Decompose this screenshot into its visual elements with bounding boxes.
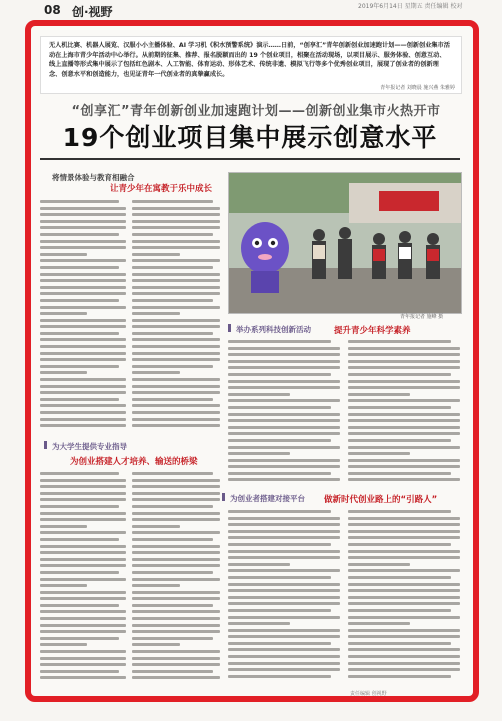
body-text-line xyxy=(228,675,331,678)
body-text-line xyxy=(228,510,331,513)
body-text-line xyxy=(132,259,220,262)
body-text-line xyxy=(348,366,460,369)
body-text-line xyxy=(40,591,126,594)
section2-marker xyxy=(228,324,231,332)
text-column-4 xyxy=(348,340,460,486)
body-text-line xyxy=(40,352,126,355)
body-text-line xyxy=(228,459,340,462)
body-text-line xyxy=(228,353,340,356)
body-text-line xyxy=(132,345,220,348)
body-text-line xyxy=(132,650,220,653)
body-text-line xyxy=(40,253,87,256)
body-text-line xyxy=(40,299,119,302)
body-text-line xyxy=(228,380,340,383)
body-text-line xyxy=(348,452,410,455)
body-text-line xyxy=(40,492,126,495)
body-text-line xyxy=(132,551,220,554)
body-text-line xyxy=(348,662,460,665)
section3-title: 为创业搭建人才培养、输送的桥梁 xyxy=(70,457,198,467)
body-text-line xyxy=(40,676,126,679)
body-text-line xyxy=(132,233,213,236)
body-text-line xyxy=(40,637,119,640)
body-text-line xyxy=(132,213,220,216)
body-text-line xyxy=(228,432,340,435)
body-text-line xyxy=(40,578,126,581)
intro-box xyxy=(40,36,462,94)
body-text-line xyxy=(348,556,460,559)
body-text-line xyxy=(40,479,126,482)
body-text-line xyxy=(40,404,126,407)
body-text-line xyxy=(132,385,220,388)
body-text-line xyxy=(132,338,220,341)
body-text-line xyxy=(228,609,331,612)
body-text-line xyxy=(40,512,126,515)
body-text-line xyxy=(132,292,220,295)
body-text-line xyxy=(40,545,126,548)
body-text-line xyxy=(40,617,126,620)
body-text-line xyxy=(228,426,340,429)
body-text-line xyxy=(348,426,460,429)
body-text-line xyxy=(132,637,213,640)
body-text-line xyxy=(132,492,220,495)
intro-text: 无人机比赛、机器人展览、汉服小小主播体验、AI 学习机《积水预警系统》演示……日前，“创享汇”青年创新创业加速跑计划——创新创业集市活动在上海市青少年活动中心举行。从前期的征集、推荐、报名脱颖而出的 19 个创业项目，相聚在活动现场，以项目展示、服务体验、创意互动、线上直播等形式集中展示了包括红色剧本、人工智能、体育运动、形体艺术、传统非遗、模拟飞行等多个优秀创业项目，展现了创业者的创新理念、创意水平和创造能力，也见证青年一代创业者的真挚赢成长。 xyxy=(49,42,450,78)
body-text-line xyxy=(40,498,126,501)
body-text-line xyxy=(132,306,220,309)
body-text-line xyxy=(40,273,126,276)
body-text-line xyxy=(348,406,451,409)
body-text-line xyxy=(348,380,460,383)
body-text-line xyxy=(40,518,126,521)
body-text-line xyxy=(40,378,126,381)
body-text-line xyxy=(132,207,220,210)
body-text-line xyxy=(40,472,119,475)
body-text-line xyxy=(132,253,180,256)
body-text-line xyxy=(348,648,460,651)
body-text-line xyxy=(132,571,213,574)
section2-kicker: 举办系列科技创新活动 xyxy=(236,325,311,334)
body-text-line xyxy=(348,472,451,475)
body-text-line xyxy=(228,419,340,422)
text-column-5 xyxy=(40,472,126,684)
body-text-line xyxy=(132,525,180,528)
body-text-line xyxy=(348,432,460,435)
body-text-line xyxy=(228,556,340,559)
body-text-line xyxy=(348,616,460,619)
body-text-line xyxy=(348,347,460,350)
body-text-line xyxy=(348,569,460,572)
body-text-line xyxy=(40,266,119,269)
body-text-line xyxy=(40,306,126,309)
body-text-line xyxy=(228,536,340,539)
body-text-line xyxy=(228,373,331,376)
body-text-line xyxy=(228,530,340,533)
body-text-line xyxy=(132,312,180,315)
body-text-line xyxy=(40,610,126,613)
body-text-line xyxy=(132,246,220,249)
body-text-line xyxy=(40,551,126,554)
body-text-line xyxy=(228,583,340,586)
section4-kicker: 为创业者搭建对接平台 xyxy=(230,494,305,503)
body-text-line xyxy=(348,478,460,481)
body-text-line xyxy=(132,472,213,475)
body-text-line xyxy=(228,629,340,632)
body-text-line xyxy=(228,668,340,671)
section-title: 创·视野 xyxy=(72,5,113,19)
body-text-line xyxy=(40,398,119,401)
body-text-line xyxy=(228,386,340,389)
body-text-line xyxy=(348,602,460,605)
body-text-line xyxy=(40,226,126,229)
body-text-line xyxy=(228,589,340,592)
body-text-line xyxy=(132,286,220,289)
body-text-line xyxy=(40,624,126,627)
body-text-line xyxy=(228,406,331,409)
body-text-line xyxy=(348,655,460,658)
body-text-line xyxy=(228,439,331,442)
body-text-line xyxy=(40,312,87,315)
body-text-line xyxy=(228,602,340,605)
section4-title: 做新时代创业路上的“引路人” xyxy=(324,495,438,505)
headline-rule xyxy=(40,158,460,160)
body-text-line xyxy=(228,596,340,599)
body-text-line xyxy=(228,622,290,625)
body-text-line xyxy=(132,266,213,269)
date-info: 2019年6月14日 星期五 责任编辑 校对 xyxy=(358,3,463,10)
page-number: 08 xyxy=(44,3,61,17)
body-text-line xyxy=(40,485,126,488)
body-text-line xyxy=(348,635,460,638)
body-text-line xyxy=(132,325,220,328)
body-text-line xyxy=(132,545,220,548)
body-text-line xyxy=(40,358,126,361)
body-text-line xyxy=(228,452,290,455)
body-text-line xyxy=(40,259,126,262)
body-text-line xyxy=(228,347,340,350)
body-text-line xyxy=(40,365,119,368)
body-text-line xyxy=(348,459,460,462)
body-text-line xyxy=(40,200,119,203)
text-column-6 xyxy=(132,472,220,684)
body-text-line xyxy=(132,505,213,508)
body-text-line xyxy=(348,465,460,468)
body-text-line xyxy=(132,518,220,521)
body-text-line xyxy=(348,543,451,546)
body-text-line xyxy=(40,531,126,534)
body-text-line xyxy=(348,419,460,422)
body-text-line xyxy=(228,360,340,363)
body-text-line xyxy=(40,385,126,388)
text-column-3 xyxy=(228,340,340,486)
body-text-line xyxy=(228,399,340,402)
body-text-line xyxy=(132,485,220,488)
body-text-line xyxy=(40,213,126,216)
body-text-line xyxy=(40,411,126,414)
photo-caption: 青年报记者 施峰 摄 xyxy=(400,314,444,320)
body-text-line xyxy=(40,505,119,508)
body-text-line xyxy=(132,220,220,223)
body-text-line xyxy=(132,630,220,633)
body-text-line xyxy=(40,604,119,607)
body-text-line xyxy=(228,413,340,416)
body-text-line xyxy=(348,446,460,449)
body-text-line xyxy=(40,371,87,374)
body-text-line xyxy=(132,498,220,501)
body-text-line xyxy=(132,531,220,534)
body-text-line xyxy=(132,226,220,229)
body-text-line xyxy=(348,668,460,671)
section1-title: 让青少年在寓教于乐中成长 xyxy=(110,184,213,194)
body-text-line xyxy=(228,648,340,651)
body-text-line xyxy=(40,418,126,421)
body-text-line xyxy=(132,391,220,394)
body-text-line xyxy=(40,663,126,666)
footer-note: 责任编辑 创视野 xyxy=(350,691,387,697)
body-text-line xyxy=(132,676,220,679)
body-text-line xyxy=(348,373,451,376)
body-text-line xyxy=(40,279,126,282)
body-text-line xyxy=(228,517,340,520)
body-text-line xyxy=(40,564,126,567)
body-text-line xyxy=(132,657,220,660)
body-text-line xyxy=(228,550,340,553)
intro-byline: 青年报记者 刘晓晨 施兴燕 朱雅婷 xyxy=(380,85,455,91)
body-text-line xyxy=(132,365,213,368)
body-text-line xyxy=(348,353,460,356)
body-text-line xyxy=(40,558,126,561)
body-text-line xyxy=(348,629,460,632)
text-column-7 xyxy=(228,510,340,686)
body-text-line xyxy=(348,642,451,645)
body-text-line xyxy=(40,538,119,541)
body-text-line xyxy=(228,655,340,658)
article-kicker: “创享汇”青年创新创业加速跑计划——创新创业集市火热开市 xyxy=(71,104,441,119)
body-text-line xyxy=(348,510,451,513)
body-text-line xyxy=(40,597,126,600)
body-text-line xyxy=(228,523,340,526)
body-text-line xyxy=(228,543,331,546)
body-text-line xyxy=(348,536,460,539)
body-text-line xyxy=(228,465,340,468)
body-text-line xyxy=(132,584,180,587)
body-text-line xyxy=(40,424,126,427)
body-text-line xyxy=(228,576,331,579)
body-text-line xyxy=(228,472,331,475)
body-text-line xyxy=(228,563,290,566)
body-text-line xyxy=(348,589,460,592)
body-text-line xyxy=(132,404,220,407)
body-text-line xyxy=(132,273,220,276)
body-text-line xyxy=(348,523,460,526)
body-text-line xyxy=(132,578,220,581)
body-text-line xyxy=(132,200,213,203)
body-text-line xyxy=(40,240,126,243)
body-text-line xyxy=(40,292,126,295)
body-text-line xyxy=(348,340,451,343)
body-text-line xyxy=(40,643,87,646)
body-text-line xyxy=(132,352,220,355)
body-text-line xyxy=(228,569,340,572)
section2-title: 提升青少年科学素养 xyxy=(334,326,411,336)
body-text-line xyxy=(228,366,340,369)
article-headline: 19个创业项目集中展示创意水平 xyxy=(62,123,438,152)
body-text-line xyxy=(132,624,220,627)
body-text-line xyxy=(40,207,126,210)
masthead xyxy=(28,0,474,20)
body-text-line xyxy=(348,517,460,520)
body-text-line xyxy=(132,479,220,482)
body-text-line xyxy=(132,424,220,427)
body-text-line xyxy=(132,240,220,243)
body-text-line xyxy=(228,478,340,481)
body-text-line xyxy=(40,630,126,633)
body-text-line xyxy=(132,610,220,613)
body-text-line xyxy=(348,413,460,416)
body-text-line xyxy=(132,591,220,594)
section3-kicker: 为大学生提供专业指导 xyxy=(52,442,127,451)
body-text-line xyxy=(40,246,126,249)
text-column-8 xyxy=(348,510,460,686)
body-text-line xyxy=(348,393,410,396)
body-text-line xyxy=(348,439,451,442)
body-text-line xyxy=(40,325,126,328)
body-text-line xyxy=(132,663,220,666)
event-photo xyxy=(228,172,462,314)
body-text-line xyxy=(40,391,126,394)
body-text-line xyxy=(132,398,213,401)
body-text-line xyxy=(132,418,220,421)
body-text-line xyxy=(132,319,220,322)
body-text-line xyxy=(228,662,340,665)
body-text-line xyxy=(348,675,451,678)
body-text-line xyxy=(40,584,87,587)
section1-kicker: 将情景体验与教育相融合 xyxy=(52,173,135,182)
body-text-line xyxy=(348,360,460,363)
section4-marker xyxy=(222,493,225,501)
body-text-line xyxy=(40,657,126,660)
body-text-line xyxy=(348,596,460,599)
body-text-line xyxy=(348,399,460,402)
body-text-line xyxy=(348,583,460,586)
body-text-line xyxy=(132,558,220,561)
body-text-line xyxy=(132,378,220,381)
event-photo-illustration xyxy=(229,173,461,313)
body-text-line xyxy=(132,279,220,282)
body-text-line xyxy=(40,670,119,673)
body-text-line xyxy=(40,345,126,348)
body-text-line xyxy=(348,550,460,553)
body-text-line xyxy=(132,512,220,515)
body-text-line xyxy=(228,393,290,396)
body-text-line xyxy=(132,358,220,361)
body-text-line xyxy=(348,576,451,579)
body-text-line xyxy=(40,220,126,223)
body-text-line xyxy=(228,642,331,645)
body-text-line xyxy=(348,386,460,389)
body-text-line xyxy=(132,564,220,567)
body-text-line xyxy=(348,609,451,612)
body-text-line xyxy=(40,338,126,341)
body-text-line xyxy=(40,525,87,528)
body-text-line xyxy=(228,616,340,619)
body-text-line xyxy=(132,643,180,646)
body-text-line xyxy=(132,538,213,541)
body-text-line xyxy=(40,233,119,236)
text-column-1 xyxy=(40,200,126,436)
section3-marker xyxy=(44,441,47,449)
body-text-line xyxy=(132,604,213,607)
body-text-line xyxy=(40,319,126,322)
body-text-line xyxy=(40,571,119,574)
body-text-line xyxy=(348,530,460,533)
body-text-line xyxy=(348,622,410,625)
body-text-line xyxy=(132,597,220,600)
body-text-line xyxy=(132,371,180,374)
body-text-line xyxy=(132,332,213,335)
body-text-line xyxy=(132,299,213,302)
body-text-line xyxy=(40,650,126,653)
text-column-2 xyxy=(132,200,220,436)
body-text-line xyxy=(40,286,126,289)
body-text-line xyxy=(132,617,220,620)
body-text-line xyxy=(40,332,119,335)
body-text-line xyxy=(228,340,331,343)
body-text-line xyxy=(132,411,220,414)
body-text-line xyxy=(132,670,213,673)
body-text-line xyxy=(348,563,410,566)
body-text-line xyxy=(228,446,340,449)
body-text-line xyxy=(228,635,340,638)
